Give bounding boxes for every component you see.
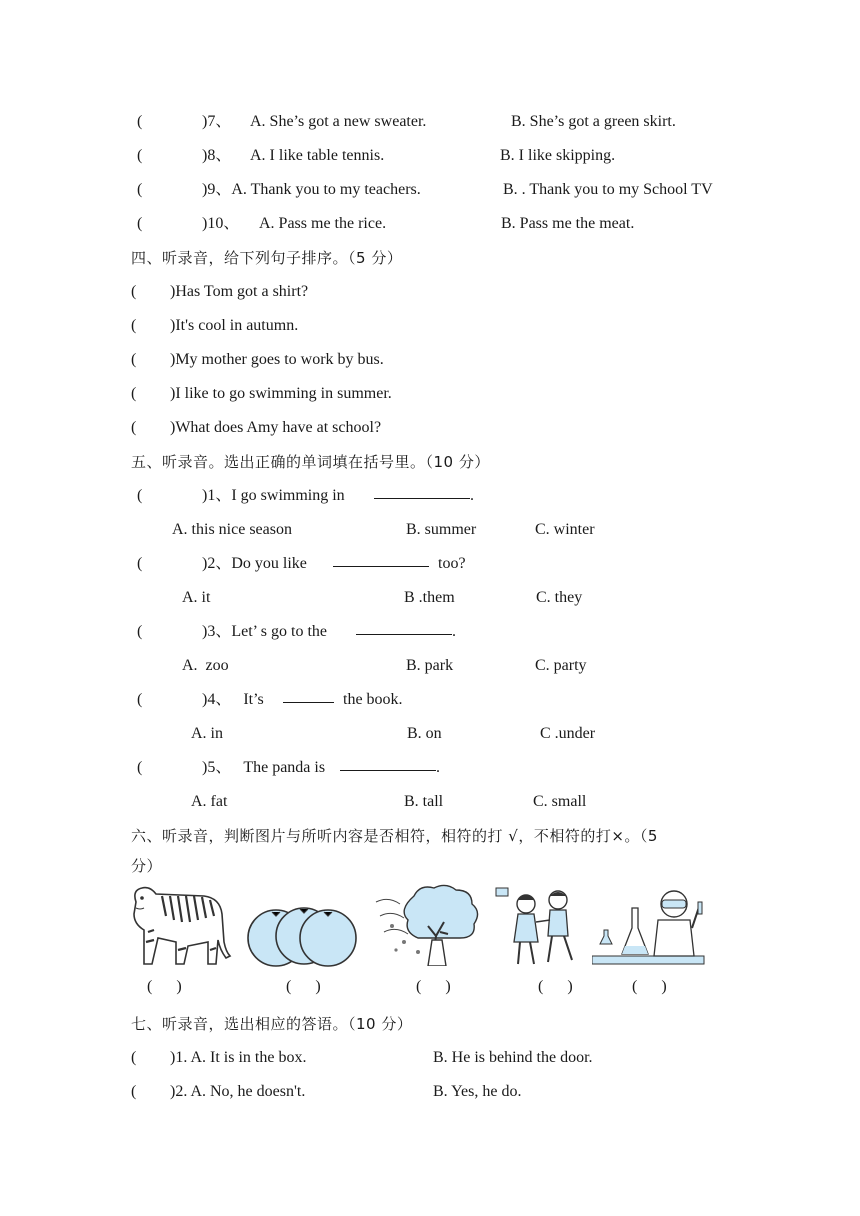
children-walking-icon [494, 886, 586, 970]
option-a: A. She’s got a new sweater. [250, 113, 427, 130]
option-a: )2. A. No, he doesn't. [170, 1083, 306, 1100]
answer-paren[interactable]: ( [137, 759, 143, 776]
option-b: B. park [406, 657, 454, 674]
picture-answer-paren[interactable]: ( ) [286, 978, 321, 995]
option-b: B. summer [406, 521, 477, 538]
item-number: )9、A. Thank you to my teachers. [202, 181, 421, 198]
s4-item [0, 416, 860, 440]
question-after: . [470, 487, 474, 504]
answer-paren[interactable]: ( [131, 419, 137, 436]
s5-options-4 [0, 722, 860, 746]
option-a: A. zoo [182, 657, 229, 674]
oranges-icon [246, 900, 358, 972]
option-c: C .under [540, 725, 596, 742]
s5-question-5 [0, 756, 860, 780]
question-after: the book. [343, 691, 403, 708]
section-6-title: 六、听录音，判断图片与所听内容是否相符，相符的打 √，不相符的打×。（5 [131, 827, 658, 845]
answer-paren[interactable]: ( [137, 147, 143, 164]
option-a: A. I like table tennis. [250, 147, 385, 164]
s5-options-1 [0, 518, 860, 542]
option-c: C. winter [535, 521, 595, 538]
item-number: )7、 [202, 113, 232, 130]
answer-paren[interactable]: ( [137, 113, 143, 130]
option-b: B. Pass me the meat. [501, 215, 635, 232]
option-c: C. small [533, 793, 587, 810]
question-after: . [436, 759, 440, 776]
tiger-icon [128, 880, 232, 970]
s5-options-3 [0, 654, 860, 678]
answer-paren[interactable]: ( [131, 317, 137, 334]
option-b: B. on [407, 725, 442, 742]
s5-question-2 [0, 552, 860, 576]
question-text: )2、Do you like [202, 555, 307, 572]
picture-answer-paren[interactable]: ( ) [147, 978, 182, 995]
fill-blank[interactable] [374, 482, 470, 499]
sentence: )What does Amy have at school? [170, 419, 382, 436]
picture-answer-paren[interactable]: ( ) [538, 978, 573, 995]
option-b: B. Yes, he do. [433, 1083, 522, 1100]
s7-item-2 [0, 1080, 860, 1104]
s5-question-3 [0, 620, 860, 644]
sentence: )It's cool in autumn. [170, 317, 299, 334]
s5-options-2 [0, 586, 860, 610]
section-5-title: 五、听录音。选出正确的单词填在括号里。（10 分） [131, 453, 490, 471]
option-b: B. tall [404, 793, 444, 810]
question-text: )1、I go swimming in [202, 487, 345, 504]
answer-paren[interactable]: ( [131, 283, 137, 300]
fill-blank[interactable] [340, 754, 436, 771]
scientist-lab-icon [592, 884, 708, 970]
answer-paren[interactable]: ( [137, 181, 143, 198]
answer-paren[interactable]: ( [137, 215, 143, 232]
picture-answer-paren[interactable]: ( ) [416, 978, 451, 995]
question-after: too? [438, 555, 466, 572]
s3-item-8 [0, 144, 860, 168]
sentence: )My mother goes to work by bus. [170, 351, 384, 368]
picture-answer-paren[interactable]: ( ) [632, 978, 667, 995]
s3-item-10 [0, 212, 860, 236]
fill-blank[interactable] [283, 686, 334, 703]
s3-item-7 [0, 110, 860, 134]
option-b: B. She’s got a green skirt. [511, 113, 676, 130]
s4-item [0, 280, 860, 304]
option-b: B .them [404, 589, 455, 606]
option-c: C. party [535, 657, 587, 674]
section-4-title: 四、听录音，给下列句子排序。（5 分） [131, 249, 403, 267]
sentence: )Has Tom got a shirt? [170, 283, 309, 300]
question-text: )3、Let’ s go to the [202, 623, 328, 640]
fill-blank[interactable] [333, 550, 429, 567]
question-after: . [452, 623, 456, 640]
s5-question-4 [0, 688, 860, 712]
option-b: B. I like skipping. [500, 147, 616, 164]
s4-item [0, 348, 860, 372]
option-a: A. this nice season [172, 521, 292, 538]
s4-item [0, 314, 860, 338]
answer-paren[interactable]: ( [137, 691, 143, 708]
answer-paren[interactable]: ( [131, 351, 137, 368]
option-b: B. He is behind the door. [433, 1049, 593, 1066]
fill-blank[interactable] [356, 618, 452, 635]
option-a: A. Pass me the rice. [259, 215, 387, 232]
s5-question-1 [0, 484, 860, 508]
option-a: A. fat [191, 793, 228, 810]
answer-paren[interactable]: ( [131, 1049, 137, 1066]
s5-options-5 [0, 790, 860, 814]
option-c: C. they [536, 589, 583, 606]
windy-tree-icon [374, 882, 486, 966]
section-6-title-cont: 分） [131, 857, 163, 875]
option-a: A. in [191, 725, 223, 742]
section-7-title: 七、听录音，选出相应的答语。（10 分） [131, 1015, 413, 1033]
answer-paren[interactable]: ( [131, 1083, 137, 1100]
item-number: )8、 [202, 147, 232, 164]
s7-item-1 [0, 1046, 860, 1070]
answer-paren[interactable]: ( [137, 487, 143, 504]
sentence: )I like to go swimming in summer. [170, 385, 392, 402]
s4-item [0, 382, 860, 406]
item-number: )10、 [202, 215, 240, 232]
answer-paren[interactable]: ( [137, 555, 143, 572]
answer-paren[interactable]: ( [137, 623, 143, 640]
question-text: )5、 The panda is [202, 759, 326, 776]
s3-item-9 [0, 178, 860, 202]
answer-paren[interactable]: ( [131, 385, 137, 402]
option-a: A. it [182, 589, 211, 606]
option-a: )1. A. It is in the box. [170, 1049, 307, 1066]
option-b: B. . Thank you to my School TV [503, 181, 713, 198]
question-text: )4、 It’s [202, 691, 264, 708]
